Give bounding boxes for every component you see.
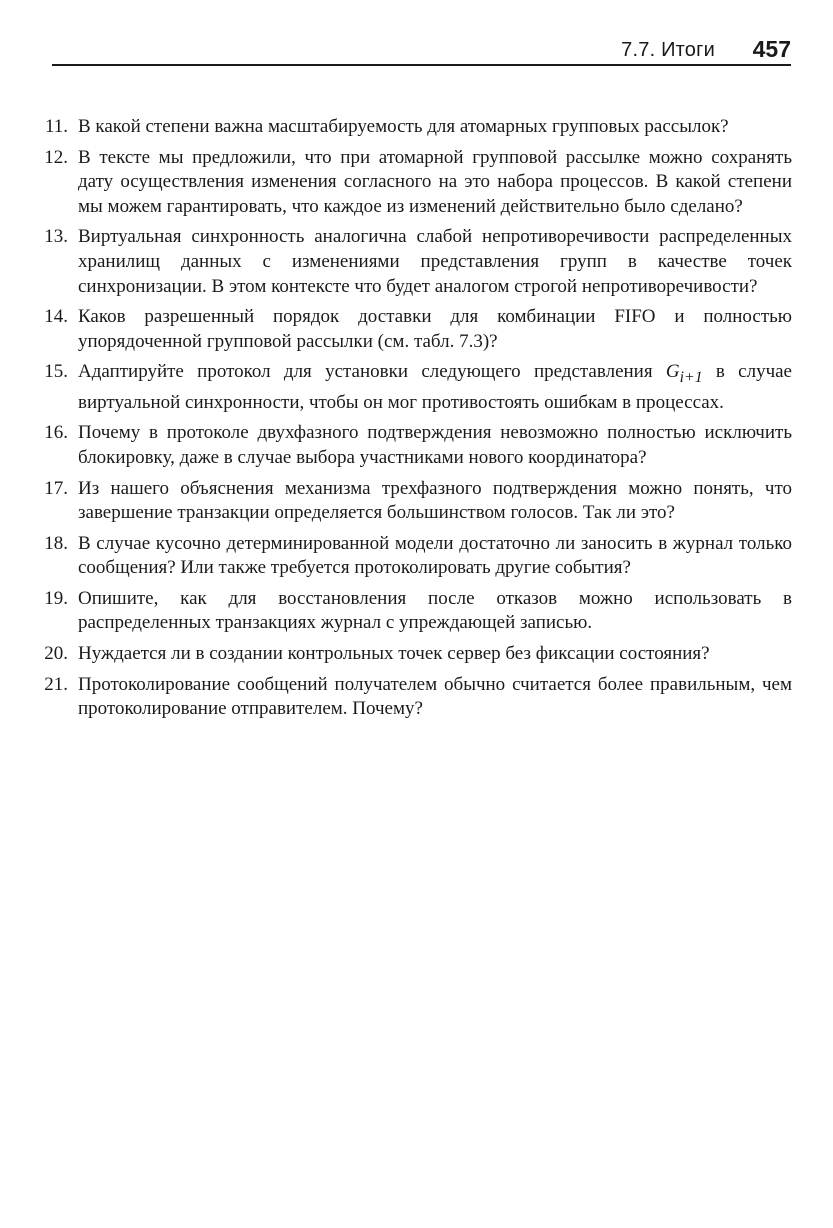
exercise-number: 18. — [44, 532, 68, 554]
math-subscript-text: i+1 — [679, 369, 703, 387]
exercise-item-19 — [38, 587, 792, 636]
exercise-item-17 — [38, 477, 792, 526]
exercise-number: 14. — [44, 306, 68, 328]
exercise-number: 12. — [44, 146, 68, 168]
exercise-text: Опишите, как для восстановления после отказов можно использовать в распределенных транзакциях журнал с упреждающей записью. — [78, 587, 792, 634]
exercise-number: 20. — [44, 643, 68, 665]
exercise-number: 13. — [44, 226, 68, 248]
exercise-item-20 — [38, 642, 792, 667]
exercise-item-13 — [38, 225, 792, 299]
exercise-number: 21. — [44, 673, 68, 695]
math-subscript — [680, 369, 703, 386]
section-title: 7.7. Итоги — [621, 39, 715, 61]
exercise-number: 19. — [44, 587, 68, 609]
exercise-text: В какой степени важна масштабируемость для атомарных групповых рассылок? — [78, 116, 729, 137]
exercise-item-15 — [38, 360, 792, 415]
exercise-text — [78, 360, 792, 415]
exercise-item-21 — [38, 673, 792, 722]
exercise-item-12 — [38, 146, 792, 220]
exercise-text: Почему в протоколе двухфазного подтверждения невозможно полностью исключить блокировку, даже в случае выбора участниками нового координатора? — [78, 422, 792, 468]
exercise-text: Из нашего объяснения механизма трехфазного подтверждения можно понять, что завершение транзакции определяется большинством голосов. Так ли это? — [78, 477, 792, 524]
exercise-text: В тексте мы предложили, что при атомарной групповой рассылке можно сохранять дату осуществления изменения согласного на это набора процессов. В какой степени мы можем гарантировать, что каждое из изменений действительно было сделано? — [78, 146, 792, 217]
exercise-number: 17. — [44, 477, 68, 499]
exercise-number: 15. — [44, 361, 68, 383]
exercise-text: В случае кусочно детерминированной модели достаточно ли заносить в журнал только сообщения? Или также требуется протоколировать другие события? — [78, 532, 792, 579]
exercise-item-16 — [38, 421, 792, 470]
page-number: 457 — [752, 36, 791, 62]
exercise-text-part: в случае виртуальной синхронности, чтобы он мог противостоять ошибкам в процессах. — [78, 361, 792, 413]
exercise-text-part: Адаптируйте протокол для установки следующего представления — [78, 361, 666, 383]
exercise-text: Виртуальная синхронность аналогична слабой непротиворечивости распределенных хранилищ данных с изменениями представления групп в качестве точек синхронизации. В этом контексте что будет аналогом строгой непротиворечивости? — [78, 226, 792, 297]
running-head — [52, 36, 791, 66]
exercise-item-11 — [38, 115, 792, 140]
exercise-text: Протоколирование сообщений получателем обычно считается более правильным, чем протоколирование отправителем. Почему? — [78, 673, 792, 720]
exercise-list — [38, 115, 792, 728]
exercise-text: Каков разрешенный порядок доставки для комбинации FIFO и полностью упорядоченной групповой рассылки (см. табл. 7.3)? — [78, 306, 792, 352]
math-symbol: G — [665, 361, 680, 383]
exercise-item-18 — [38, 532, 792, 581]
exercise-number: 11. — [44, 116, 68, 137]
exercise-text: Нуждается ли в создании контрольных точек сервер без фиксации состояния? — [78, 643, 710, 665]
exercise-number: 16. — [44, 422, 68, 444]
exercise-item-14 — [38, 305, 792, 354]
